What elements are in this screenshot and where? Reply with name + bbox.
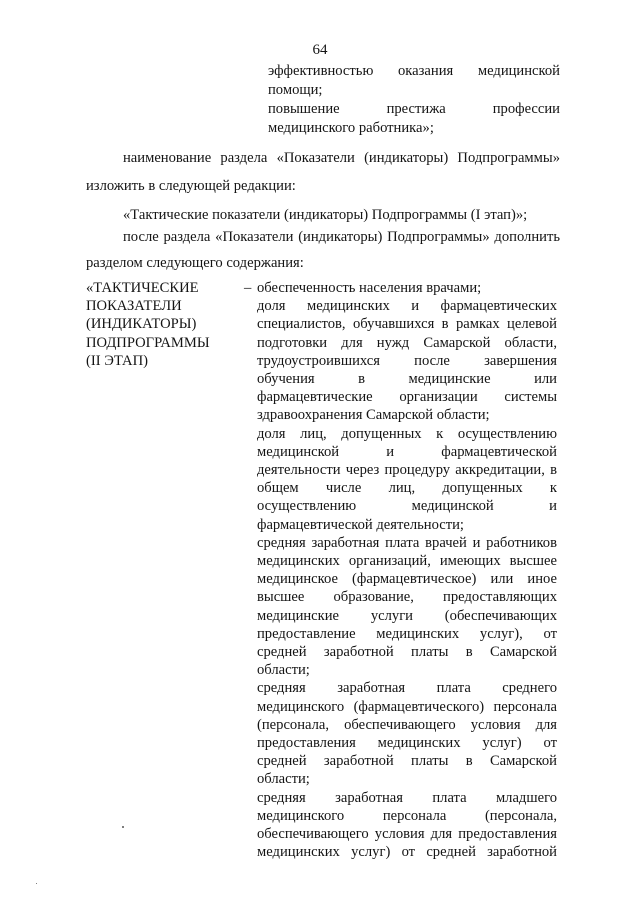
indicator-line: трудоустроившихся после завершения — [257, 352, 557, 369]
indicator-line: средней заработной платы в Самарской — [257, 644, 557, 661]
indicator-line: области; — [257, 662, 310, 679]
indicator-line: здравоохранения Самарской области; — [257, 407, 490, 424]
indicator-line: осуществлению медицинской и — [257, 498, 557, 515]
indicator-line: доля медицинских и фармацевтических — [257, 298, 557, 315]
indicator-line: области; — [257, 771, 310, 788]
indicator-line: (персонала, обеспечивающего условия для — [257, 716, 557, 733]
page-number: 64 — [312, 42, 328, 58]
indicator-line: специалистов, обучавшихся в рамках целевой — [257, 316, 557, 333]
paragraph-1-line-2: изложить в следующей редакции: — [86, 178, 296, 194]
indicator-line: медицинского персонала (персонала, — [257, 807, 557, 824]
paragraph-1-line-1: наименование раздела «Показатели (индикаторы) Подпрограммы» — [123, 150, 560, 166]
indicator-line: медицинские услуги (обеспечивающих — [257, 607, 557, 624]
scan-speck — [36, 883, 37, 884]
indicator-line: доля лиц, допущенных к осуществлению — [257, 425, 557, 442]
heading-line: ПОКАЗАТЕЛИ — [86, 298, 182, 315]
indicator-line: обеспеченность населения врачами; — [257, 280, 482, 296]
indicator-line: общем числе лиц, допущенных к — [257, 480, 557, 497]
indicator-line: высшее образование, предоставляющих — [257, 589, 557, 606]
indicator-line: медицинское (фармацевтическое) или иное — [257, 571, 557, 588]
paragraph-3-line-2: разделом следующего содержания: — [86, 255, 304, 271]
indicator-line: средняя заработная плата врачей и работников — [257, 534, 557, 551]
indicator-line: средней заработной платы в Самарской — [257, 753, 557, 770]
indicator-line: медицинского (фармацевтического) персонала — [257, 698, 557, 715]
indicator-line: деятельности через процедуру аккредитации, в — [257, 462, 557, 479]
text-line: медицинского работника»; — [268, 120, 434, 136]
indicator-line: обеспечивающего условия для предоставления — [257, 826, 557, 843]
indicator-line: предоставления медицинских услуг) от — [257, 735, 557, 752]
indicator-line: медицинских услуг) от средней заработной — [257, 844, 557, 861]
indicator-line: предоставление медицинских услуг), от — [257, 625, 557, 642]
paragraph-3-line-1: после раздела «Показатели (индикаторы) Подпрограммы» дополнить — [123, 229, 560, 245]
continued-text-block — [268, 62, 560, 138]
indicator-line: медицинских организаций, имеющих высшее — [257, 553, 557, 570]
indicator-line: обучения в медицинские или — [257, 371, 557, 388]
heading-line: (ИНДИКАТОРЫ) — [86, 316, 197, 333]
indicators-list — [257, 279, 557, 862]
scan-speck — [122, 826, 124, 828]
text-line: эффективностью оказания медицинской — [268, 63, 560, 79]
indicator-line: подготовки для нужд Самарской области, — [257, 334, 557, 351]
indicator-line: средняя заработная плата младшего — [257, 789, 557, 806]
heading-line: ПОДПРОГРАММЫ — [86, 334, 210, 351]
indicator-line: фармацевтические организации системы — [257, 389, 557, 406]
text-line: повышение престижа профессии — [268, 101, 560, 117]
indicator-line: фармацевтической деятельности; — [257, 516, 464, 533]
text-line: помощи; — [268, 82, 323, 98]
indicator-line: средняя заработная плата среднего — [257, 680, 557, 697]
section-heading — [86, 279, 236, 370]
paragraph-2: «Тактические показатели (индикаторы) Подпрограммы (I этап)»; — [123, 207, 528, 223]
heading-line: (II ЭТАП) — [86, 352, 148, 369]
heading-line: «ТАКТИЧЕСКИЕ — [86, 280, 199, 296]
indicator-line: медицинской и фармацевтической — [257, 443, 557, 460]
list-dash: – — [244, 280, 252, 296]
